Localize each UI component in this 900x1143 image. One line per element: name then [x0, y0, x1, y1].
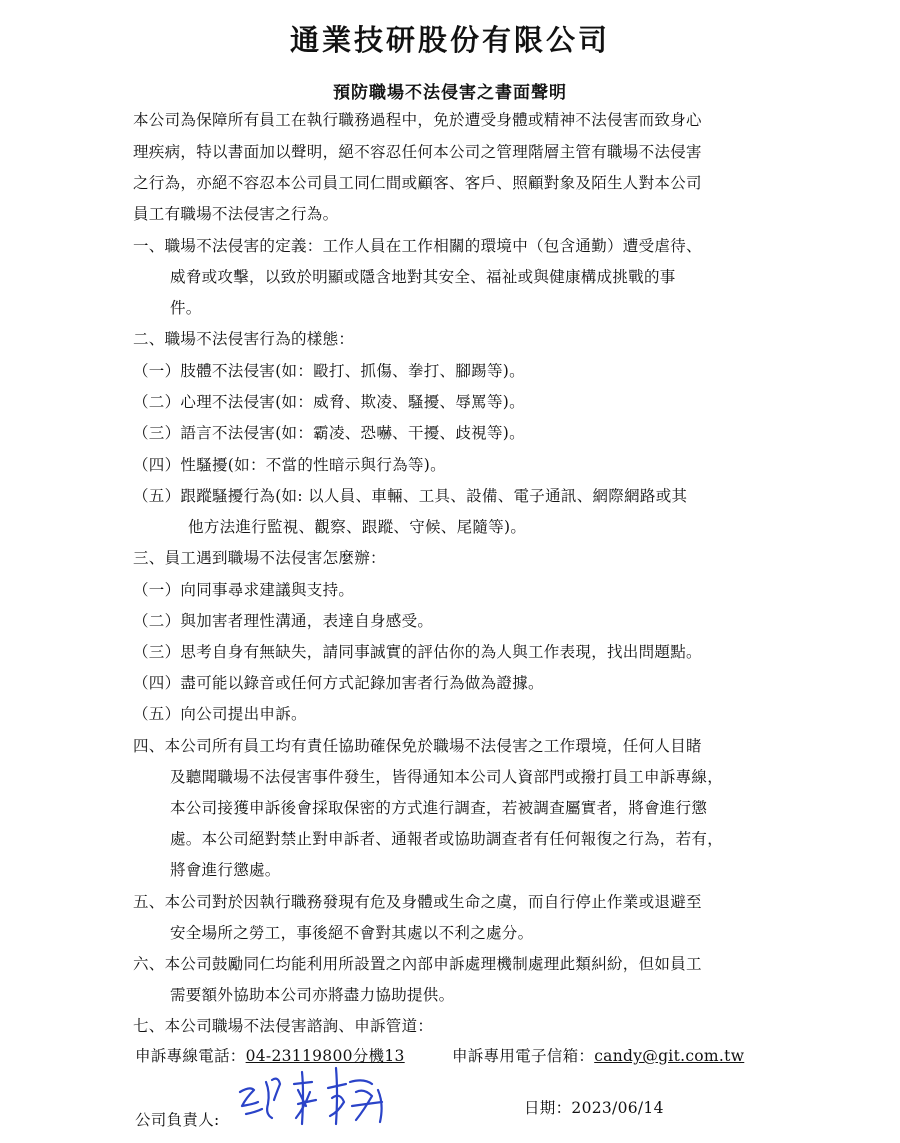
section-6-line: 六、本公司鼓勵同仁均能利用所設置之內部申訴處理機制處理此類糾紛，但如員工: [133, 955, 702, 973]
email-label: 申訴專用電子信箱：: [452, 1047, 595, 1065]
section-3-item: （二）與加害者理性溝通，表達自身感受。: [133, 612, 434, 630]
intro-line: 之行為，亦絕不容忍本公司員工同仁間或顧客、客戶、照顧對象及陌生人對本公司: [133, 174, 702, 192]
section-3-heading: 三、員工遇到職場不法侵害怎麼辦：: [133, 549, 386, 567]
section-2-item: （一）肢體不法侵害(如：毆打、抓傷、拳打、腳踢等)。: [133, 362, 525, 380]
section-6-line: 需要額外協助本公司亦將盡力協助提供。: [170, 986, 455, 1004]
section-3-item: （四）盡可能以錄音或任何方式記錄加害者行為做為證據。: [133, 674, 544, 692]
intro-line: 本公司為保障所有員工在執行職務過程中，免於遭受身體或精神不法侵害而致身心: [133, 111, 702, 129]
section-5-line: 五、本公司對於因執行職務發現有危及身體或生命之虞，而自行停止作業或退避至: [133, 893, 702, 911]
document-title: 預防職場不法侵害之書面聲明: [333, 83, 567, 103]
section-2-item: （二）心理不法侵害(如：威脅、欺凌、騷擾、辱罵等)。: [133, 393, 525, 411]
intro-line: 員工有職場不法侵害之行為。: [133, 205, 339, 223]
section-7-heading: 七、本公司職場不法侵害諮詢、申訴管道：: [133, 1017, 434, 1035]
section-4-line: 將會進行懲處。: [170, 861, 281, 879]
company-name: 通業技研股份有限公司: [289, 23, 610, 57]
date: [524, 1098, 664, 1118]
section-4-line: 處。本公司絕對禁止對申訴者、通報者或協助調查者有任何報復之行為，若有，: [170, 830, 724, 848]
date-label: 日期：: [524, 1099, 572, 1117]
section-3-item: （三）思考自身有無缺失，請同事誠實的評估你的為人與工作表現，找出問題點。: [133, 643, 702, 661]
signature: [232, 1062, 402, 1136]
date-value: 2023/06/14: [571, 1099, 664, 1117]
section-5-line: 安全場所之勞工，事後絕不會對其處以不利之處分。: [170, 924, 534, 942]
section-2-item: （四）性騷擾(如：不當的性暗示與行為等)。: [133, 456, 446, 474]
section-2-item-cont: 他方法進行監視、觀察、跟蹤、守候、尾隨等)。: [188, 518, 527, 536]
email: [452, 1046, 744, 1066]
section-1-line: 一、職場不法侵害的定義：工作人員在工作相關的環境中（包含通勤）遭受虐待、: [133, 237, 702, 255]
section-1-line: 威脅或攻擊，以致於明顯或隱含地對其安全、福祉或與健康構成挑戰的事: [170, 268, 676, 286]
hotline-label: 申訴專線電話：: [135, 1047, 246, 1065]
section-4-line: 四、本公司所有員工均有責任協助確保免於職場不法侵害之工作環境，任何人目睹: [133, 737, 702, 755]
email-link[interactable]: candy@git.com.tw: [594, 1047, 745, 1065]
section-3-item: （五）向公司提出申訴。: [133, 705, 307, 723]
section-1-line: 件。: [170, 299, 202, 317]
section-2-item: （三）語言不法侵害(如：霸凌、恐嚇、干擾、歧視等)。: [133, 424, 525, 442]
intro-line: 理疾病，特以書面加以聲明，絕不容忍任何本公司之管理階層主管有職場不法侵害: [133, 143, 702, 161]
section-2-heading: 二、職場不法侵害行為的樣態：: [133, 330, 355, 348]
section-3-item: （一）向同事尋求建議與支持。: [133, 581, 355, 599]
section-4-line: 及聽聞職場不法侵害事件發生，皆得通知本公司人資部門或撥打員工申訴專線，: [170, 768, 724, 786]
section-2-item: （五）跟蹤騷擾行為(如: 以人員、車輛、工具、設備、電子通訊、網際網路或其: [133, 487, 688, 505]
hotline-number: 04-23119800分機13: [245, 1047, 405, 1065]
responsible-label: 公司負責人:: [135, 1111, 220, 1129]
section-4-line: 本公司接獲申訴後會採取保密的方式進行調查，若被調查屬實者，將會進行懲: [170, 799, 708, 817]
